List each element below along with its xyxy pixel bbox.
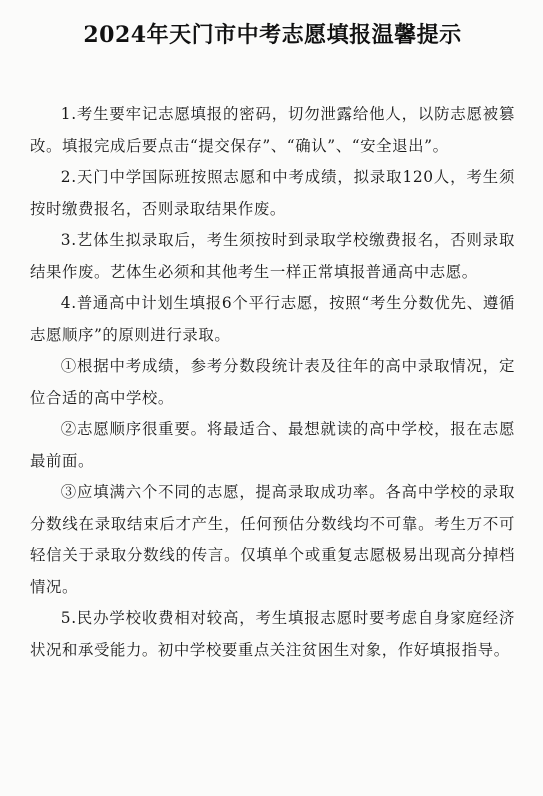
- paragraph-4-item-3: ③应填满六个不同的志愿，提高录取成功率。各高中学校的录取分数线在录取结束后才产生，任何预估分数线均不可靠。考生万不可轻信关于录取分数线的传言。仅填单个或重复志愿极易出现高分掉档情况。: [30, 483, 515, 596]
- paragraph-1-password: 1.考生要牢记志愿填报的密码，切勿泄露给他人，以防志愿被篡改。填报完成后要点击“提交保存”、“确认”、“安全退出”。: [30, 105, 515, 155]
- paragraph-4-item-1: ①根据中考成绩，参考分数段统计表及往年的高中录取情况，定位合适的高中学校。: [30, 357, 515, 407]
- document-title: 2024年天门市中考志愿填报温馨提示: [83, 22, 462, 48]
- paragraph-5-private-schools: 5.民办学校收费相对较高，考生填报志愿时要考虑自身家庭经济状况和承受能力。初中学校要重点关注贫困生对象，作好填报指导。: [30, 609, 515, 659]
- paragraph-3-art-sports: 3.艺体生拟录取后，考生须按时到录取学校缴费报名，否则录取结果作废。艺体生必须和其他考生一样正常填报普通高中志愿。: [30, 231, 515, 281]
- paragraph-4-item-2: ②志愿顺序很重要。将最适合、最想就读的高中学校，报在志愿最前面。: [30, 420, 515, 470]
- paragraph-2-international-class: 2.天门中学国际班按照志愿和中考成绩，拟录取120人，考生须按时缴费报名，否则录取结果作废。: [30, 168, 515, 218]
- paragraph-4-parallel-choices: 4.普通高中计划生填报6个平行志愿，按照“考生分数优先、遵循志愿顺序”的原则进行录取。: [30, 294, 515, 344]
